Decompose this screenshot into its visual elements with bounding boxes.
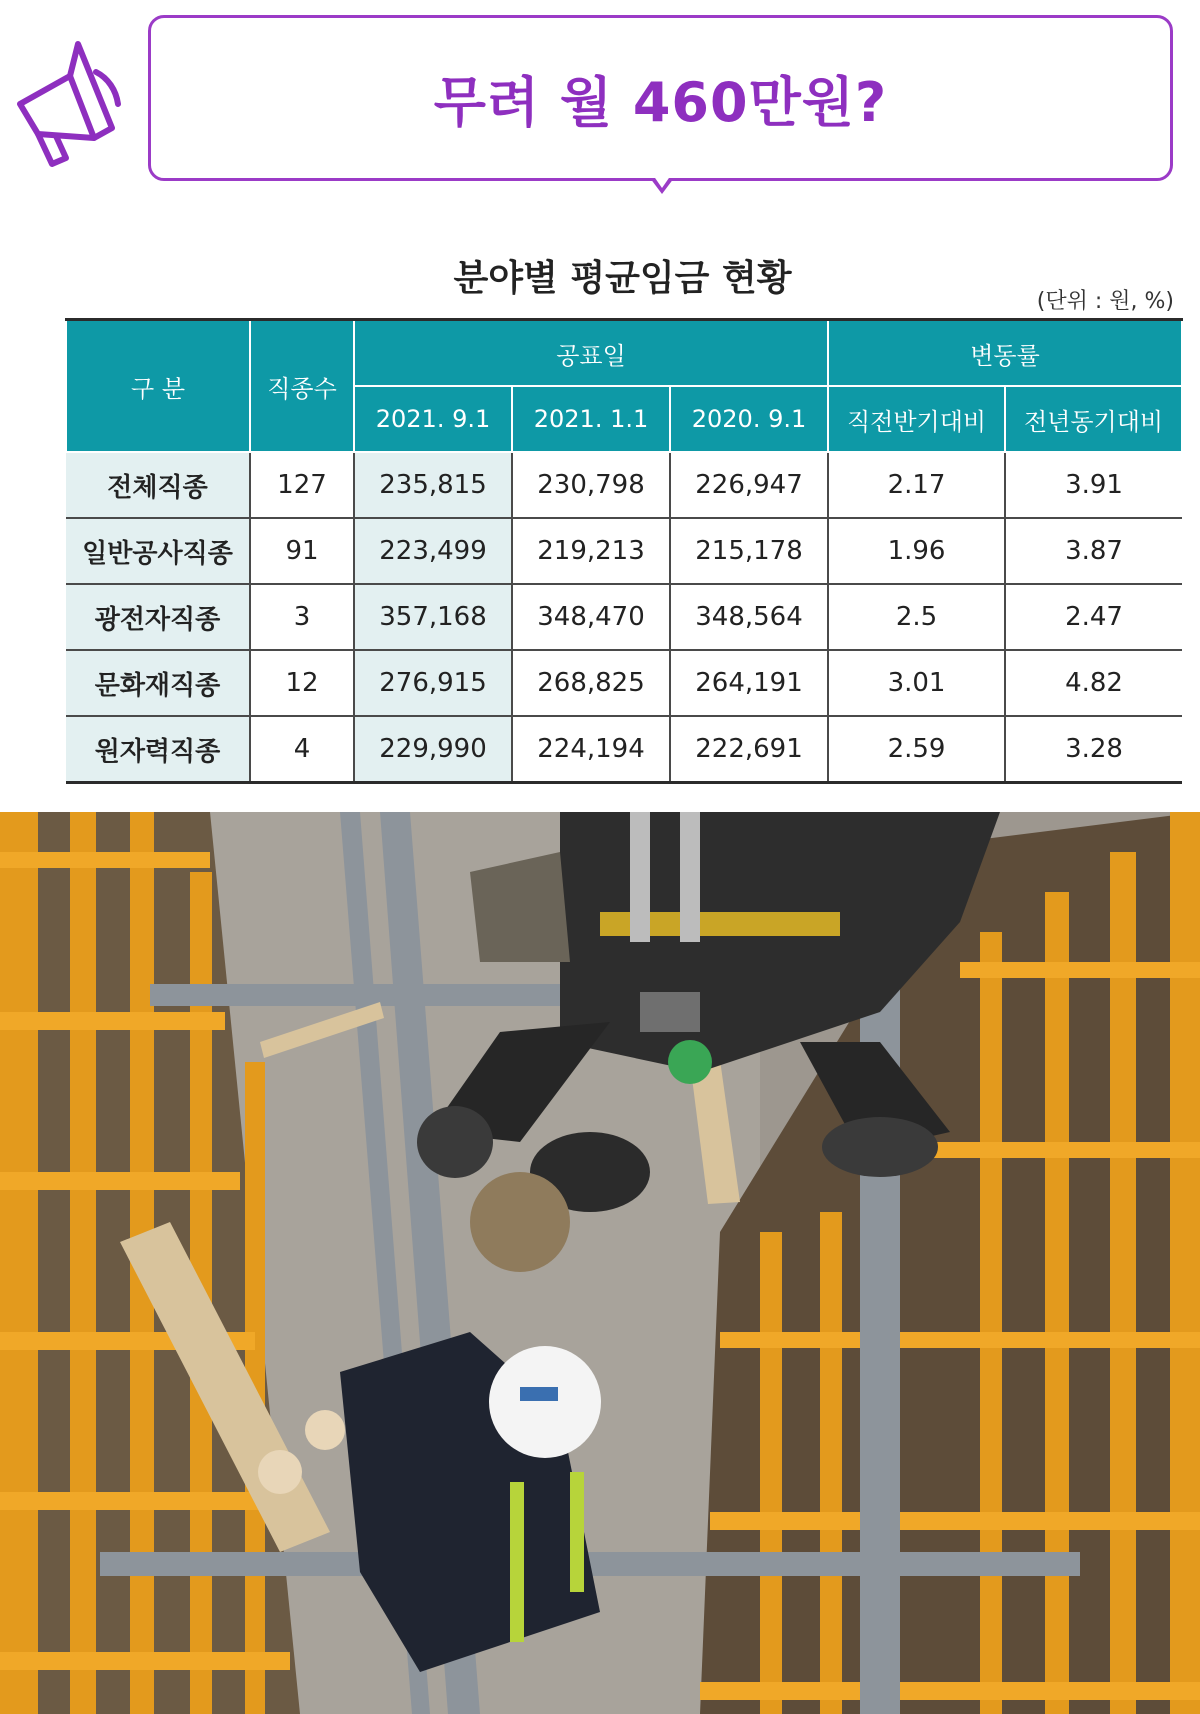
cell-value: 264,191 (670, 650, 828, 716)
cell-change: 2.5 (828, 584, 1005, 650)
cell-count: 127 (250, 452, 354, 518)
headline: 무려 월 460만원? (433, 70, 888, 134)
header-announce-date: 공표일 (354, 320, 828, 387)
cell-change: 2.47 (1005, 584, 1182, 650)
row-label: 전체직종 (66, 452, 250, 518)
cell-value: 222,691 (670, 716, 828, 783)
header-count: 직종수 (250, 320, 354, 453)
table-title: 분야별 평균임금 현황 (453, 258, 792, 299)
cell-change: 3.91 (1005, 452, 1182, 518)
cell-count: 91 (250, 518, 354, 584)
cell-change: 3.28 (1005, 716, 1182, 783)
row-label: 문화재직종 (66, 650, 250, 716)
table-row (66, 650, 1182, 716)
table-row (66, 518, 1182, 584)
cell-value: 226,947 (670, 452, 828, 518)
header-change-half: 직전반기대비 (828, 386, 1005, 452)
cell-value: 235,815 (354, 452, 512, 518)
cell-value: 276,915 (354, 650, 512, 716)
header-date-1: 2021. 9.1 (354, 386, 512, 452)
cell-value: 223,499 (354, 518, 512, 584)
cell-value: 357,168 (354, 584, 512, 650)
cell-value: 230,798 (512, 452, 670, 518)
header-category: 구 분 (66, 320, 250, 453)
cell-count: 4 (250, 716, 354, 783)
cell-value: 348,564 (670, 584, 828, 650)
megaphone-icon (8, 38, 126, 170)
cell-change: 3.01 (828, 650, 1005, 716)
wage-table (65, 318, 1183, 784)
cell-count: 3 (250, 584, 354, 650)
cell-change: 2.59 (828, 716, 1005, 783)
cell-change: 1.96 (828, 518, 1005, 584)
table-row (66, 452, 1182, 518)
headline-bubble (148, 15, 1173, 181)
cell-value: 348,470 (512, 584, 670, 650)
cell-value: 229,990 (354, 716, 512, 783)
cell-change: 4.82 (1005, 650, 1182, 716)
cell-value: 268,825 (512, 650, 670, 716)
table-row (66, 716, 1182, 783)
table-row (66, 584, 1182, 650)
cell-change: 2.17 (828, 452, 1005, 518)
bubble-tail (650, 178, 674, 194)
row-label: 일반공사직종 (66, 518, 250, 584)
row-label: 원자력직종 (66, 716, 250, 783)
cell-value: 215,178 (670, 518, 828, 584)
cell-value: 224,194 (512, 716, 670, 783)
cell-value: 219,213 (512, 518, 670, 584)
header-change-year: 전년동기대비 (1005, 386, 1182, 452)
row-label: 광전자직종 (66, 584, 250, 650)
cell-count: 12 (250, 650, 354, 716)
header-date-3: 2020. 9.1 (670, 386, 828, 452)
header-change-rate: 변동률 (828, 320, 1182, 387)
cell-change: 3.87 (1005, 518, 1182, 584)
construction-photo (0, 812, 1200, 1714)
unit-label: (단위 : 원, %) (1036, 289, 1174, 314)
header-date-2: 2021. 1.1 (512, 386, 670, 452)
